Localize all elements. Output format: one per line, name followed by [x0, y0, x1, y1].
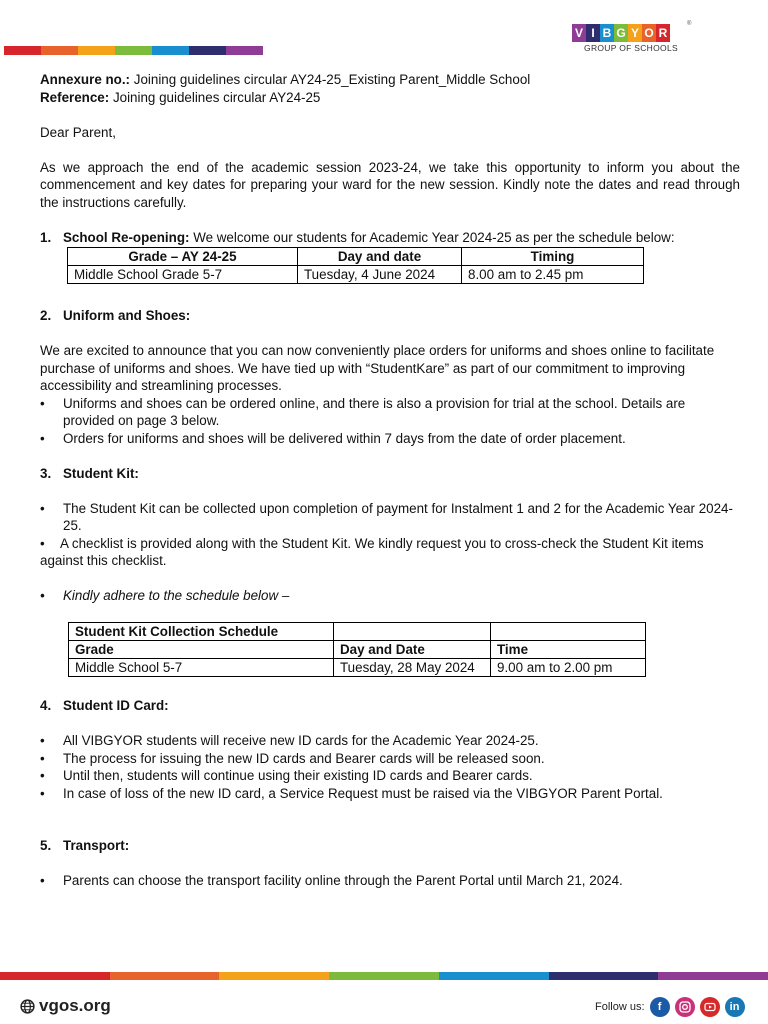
website-link[interactable]: [20, 996, 111, 1016]
table-cell: Middle School 5-7: [69, 659, 334, 677]
reopening-table: [67, 247, 644, 284]
circular-body: [40, 71, 740, 890]
vibgyor-logo: [572, 24, 690, 53]
table-header: Day and Date: [334, 641, 491, 659]
logo-subtitle: GROUP OF SCHOOLS: [584, 43, 678, 53]
youtube-icon[interactable]: [700, 997, 720, 1017]
stripe-violet: [658, 972, 768, 980]
stripe-violet: [226, 46, 263, 55]
section-1-text: We welcome our students for Academic Year 2024-25 as per the schedule below:: [189, 229, 675, 245]
website-text: vgos.org: [39, 996, 111, 1015]
linkedin-icon[interactable]: in: [725, 997, 745, 1017]
stripe-blue: [152, 46, 189, 55]
table-cell: 9.00 am to 2.00 pm: [491, 659, 646, 677]
section-3-title: Student Kit:: [63, 465, 139, 481]
section-4-heading: 4. Student ID Card:: [40, 698, 169, 713]
table-caption: Student Kit Collection Schedule: [69, 623, 334, 641]
list-item: • All VIBGYOR students will receive new ID cards for the Academic Year 2024-25.: [40, 732, 740, 750]
list-item: • The Student Kit can be collected upon completion of payment for Instalment 1 and 2 for the Academic Year 2024-25.: [40, 500, 740, 535]
table-header: Grade: [69, 641, 334, 659]
table-cell: Middle School Grade 5-7: [68, 266, 298, 284]
reference-label: Reference:: [40, 89, 110, 105]
reference-value: Joining guidelines circular AY24-25: [109, 89, 321, 105]
stripe-indigo: [189, 46, 226, 55]
intro-paragraph: As we approach the end of the academic session 2023-24, we take this opportunity to inform you about the commencement and key dates for preparing your ward for the new session. Kindly note the dates and read through the instructions carefully.: [40, 159, 740, 210]
table-header: Timing: [462, 248, 644, 266]
logo-letter: I: [586, 24, 600, 42]
uniform-paragraph: We are excited to announce that you can now conveniently place orders for uniforms and shoes online to facilitate purchase of uniforms and shoes. We have tied up with “StudentKare” as part of our commitment to improving accessibility and streamlining processes.: [40, 343, 715, 393]
section-1-heading: 1. School Re-opening: We welcome our students for Academic Year 2024-25 as per the schedule below:: [40, 229, 675, 245]
logo-letter: Y: [628, 24, 642, 42]
stripe-yellow: [78, 46, 115, 55]
list-item: • Parents can choose the transport facility online through the Parent Portal until March 21, 2024.: [40, 872, 740, 890]
social-links: [595, 997, 745, 1017]
section-2-heading: 2. Uniform and Shoes:: [40, 308, 191, 323]
list-item: • Until then, students will continue using their existing ID cards and Bearer cards.: [40, 767, 740, 785]
annexure-label: Annexure no.:: [40, 72, 131, 87]
list-item: • Orders for uniforms and shoes will be delivered within 7 days from the date of order placement.: [40, 430, 740, 448]
top-color-stripes: [4, 46, 263, 55]
section-1-title: School Re-opening:: [63, 229, 190, 245]
section-3-heading: 3. Student Kit:: [40, 465, 139, 481]
globe-icon: [20, 999, 35, 1014]
table-cell: 8.00 am to 2.45 pm: [462, 266, 644, 284]
instagram-icon[interactable]: [675, 997, 695, 1017]
section-5-heading: 5. Transport:: [40, 838, 130, 853]
stripe-orange: [110, 972, 220, 980]
stripe-indigo: [549, 972, 659, 980]
follow-label: Follow us:: [595, 1001, 645, 1013]
logo-letter: B: [600, 24, 614, 42]
facebook-icon[interactable]: f: [650, 997, 670, 1017]
table-header: Time: [491, 641, 646, 659]
section-5-title: Transport:: [63, 838, 130, 853]
list-item: • Kindly adhere to the schedule below –: [40, 587, 740, 605]
table-cell: Tuesday, 28 May 2024: [334, 659, 491, 677]
salutation: Dear Parent,: [40, 124, 116, 140]
stripe-blue: [439, 972, 549, 980]
stripe-yellow: [219, 972, 329, 980]
table-header: Grade – AY 24-25: [68, 248, 298, 266]
reference-line: [40, 89, 740, 107]
table-header: Day and date: [298, 248, 462, 266]
list-item: • The process for issuing the new ID cards and Bearer cards will be released soon.: [40, 750, 740, 768]
annexure-value: Joining guidelines circular AY24-25_Existing Parent_Middle School: [130, 72, 531, 87]
list-item: • In case of loss of the new ID card, a Service Request must be raised via the VIBGYOR Parent Portal.: [40, 785, 740, 803]
stripe-green: [115, 46, 152, 55]
stripe-orange: [41, 46, 78, 55]
stripe-red: [0, 972, 110, 980]
trademark-mark: ®: [687, 21, 692, 27]
stripe-red: [4, 46, 41, 55]
annexure-line: [40, 71, 740, 89]
kit-schedule-table: [68, 622, 646, 677]
logo-letter: R: [656, 24, 670, 42]
list-item: • Uniforms and shoes can be ordered online, and there is also a provision for trial at the school. Details are provided on page 3 below.: [40, 395, 740, 430]
bottom-color-stripes: [0, 972, 768, 980]
section-2-title: Uniform and Shoes:: [63, 308, 191, 323]
list-item-wrapped: • A checklist is provided along with the Student Kit. We kindly request you to cross-check the Student Kit items against this checklist.: [40, 535, 704, 568]
logo-letter: G: [614, 24, 628, 42]
stripe-green: [329, 972, 439, 980]
logo-letter: O: [642, 24, 656, 42]
section-4-title: Student ID Card:: [63, 698, 169, 713]
table-cell: Tuesday, 4 June 2024: [298, 266, 462, 284]
logo-letter: V: [572, 24, 586, 42]
